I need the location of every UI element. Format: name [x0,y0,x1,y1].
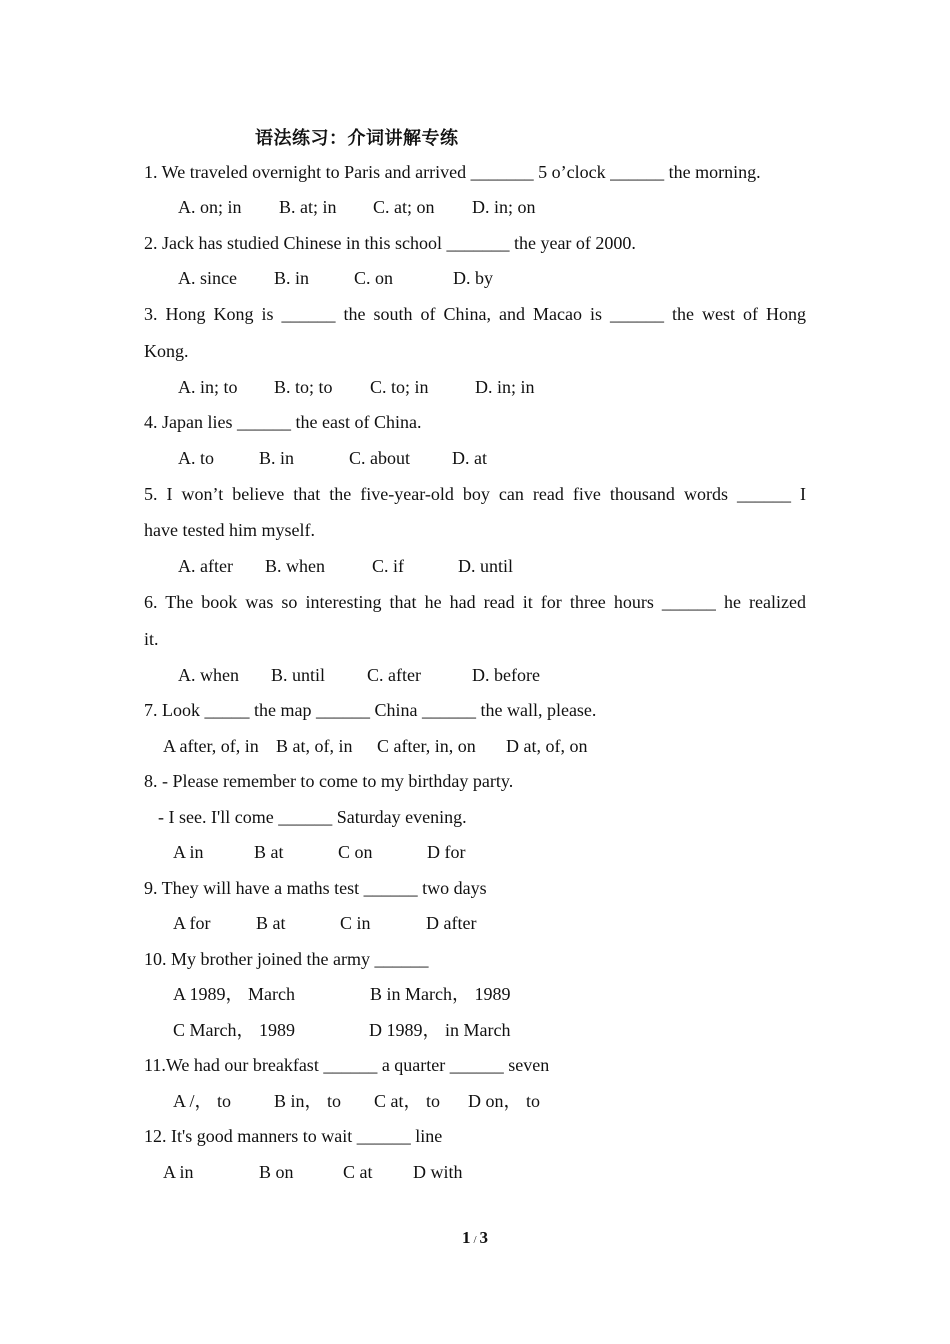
question-10-option-b: B in March， 1989 [370,984,511,1004]
question-10-option-c: C March， 1989 [173,1020,295,1040]
current-page: 1 [461,1228,471,1247]
question-5-stem: 5. I won’t believe that the five-year-old boy can read five thousand words ______ I [144,484,806,504]
question-9-option-d: D after [426,913,477,933]
question-4-option-b: B. in [259,448,295,468]
question-2-option-a: A. since [178,268,237,288]
question-5-option-b: B. when [265,556,325,576]
question-2-option-b: B. in [274,268,310,288]
question-11-option-d: D on， to [468,1091,540,1111]
question-9-option-c: C in [340,913,371,933]
question-6-stem-continued: it. [144,629,159,649]
question-3-option-a: A. in; to [178,377,238,397]
question-2-option-c: C. on [354,268,394,288]
question-9-option-a: A for [173,913,211,933]
question-1-option-b: B. at; in [279,197,337,217]
question-10-stem: 10. My brother joined the army ______ [144,949,429,969]
question-8-option-c: C on [338,842,373,862]
question-11-stem: 11.We had our breakfast ______ a quarter ______ seven [144,1055,550,1075]
question-9-option-b: B at [256,913,286,933]
question-3-option-c: C. to; in [370,377,429,397]
question-10-option-a: A 1989， March [173,984,295,1004]
question-8-option-a: A in [173,842,204,862]
question-1-option-a: A. on; in [178,197,242,217]
question-8-stem: 8. - Please remember to come to my birthday party. [144,771,514,791]
question-6-option-b: B. until [271,665,326,685]
question-2-option-d: D. by [453,268,493,288]
question-7-stem: 7. Look _____ the map ______ China ______ the wall, please. [144,700,597,720]
question-7-option-c: C after, in, on [377,736,476,756]
question-3-option-d: D. in; in [475,377,535,397]
question-4-option-c: C. about [349,448,410,468]
question-12-stem: 12. It's good manners to wait ______ line [144,1126,443,1146]
question-8-option-d: D for [427,842,466,862]
question-4-option-d: D. at [452,448,487,468]
question-8-stem-continued: - I see. I'll come ______ Saturday evening. [158,807,467,827]
question-5-option-c: C. if [372,556,405,576]
question-4-stem: 4. Japan lies ______ the east of China. [144,412,422,432]
question-12-option-d: D with [413,1162,463,1182]
question-11-option-c: C at， to [374,1091,440,1111]
page-separator: / [473,1234,477,1246]
question-7-option-d: D at, of, on [506,736,588,756]
question-5-stem-continued: have tested him myself. [144,520,315,540]
question-6-option-d: D. before [472,665,540,685]
question-5-option-d: D. until [458,556,514,576]
question-11-option-b: B in， to [274,1091,342,1111]
question-11-option-a: A /， to [173,1091,232,1111]
question-6-option-c: C. after [367,665,421,685]
question-8-option-b: B at [254,842,284,862]
question-1-option-d: D. in; on [472,197,536,217]
question-9-stem: 9. They will have a maths test ______ two days [144,878,487,898]
question-1-stem: 1. We traveled overnight to Paris and arrived _______ 5 o’clock ______ the morning. [144,162,761,182]
question-2-stem: 2. Jack has studied Chinese in this school _______ the year of 2000. [144,233,636,253]
question-10-option-d: D 1989， in March [369,1020,511,1040]
question-6-option-a: A. when [178,665,239,685]
question-12-option-b: B on [259,1162,294,1182]
total-pages: 3 [479,1228,489,1247]
page-title: 语法练习：介词讲解专练 [255,128,459,149]
question-5-option-a: A. after [178,556,233,576]
question-7-option-a: A after, of, in [163,736,259,756]
question-3-stem-continued: Kong. [144,341,189,361]
page-number [0,1228,950,1248]
question-7-option-b: B at, of, in [276,736,353,756]
question-3-option-b: B. to; to [274,377,333,397]
question-6-stem: 6. The book was so interesting that he had read it for three hours ______ he realized [144,592,806,612]
question-4-option-a: A. to [178,448,214,468]
question-12-option-a: A in [163,1162,194,1182]
question-1-option-c: C. at; on [373,197,435,217]
question-3-stem: 3. Hong Kong is ______ the south of China, and Macao is ______ the west of Hong [144,304,806,324]
question-12-option-c: C at [343,1162,373,1182]
